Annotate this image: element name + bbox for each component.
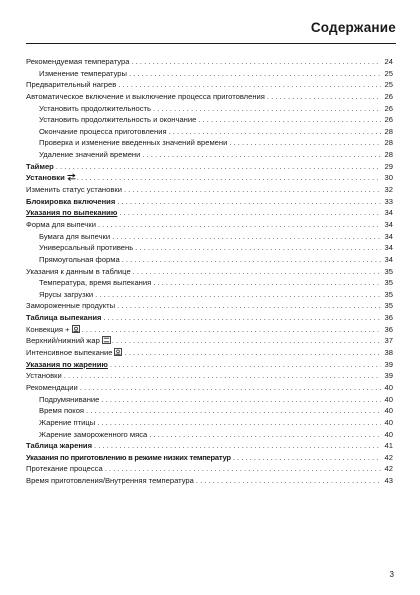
toc-entry-text: Окончание процесса приготовления bbox=[39, 126, 167, 136]
toc-entry-text: Установить продолжительность и окончание bbox=[39, 115, 197, 125]
toc-entry bbox=[26, 242, 393, 254]
toc-entry bbox=[26, 68, 393, 80]
toc-entry bbox=[26, 161, 393, 173]
toc-entry-page: 35 bbox=[384, 278, 393, 288]
toc-entry-page: 32 bbox=[384, 185, 393, 195]
toc-entry-label bbox=[26, 172, 75, 184]
toc-leader-dots bbox=[64, 370, 381, 382]
toc-entry-text: Конвекция + bbox=[26, 324, 70, 334]
toc-entry bbox=[26, 207, 393, 219]
toc-entry bbox=[26, 289, 393, 301]
toc-entry-label bbox=[39, 149, 140, 161]
toc-entry-label bbox=[26, 359, 108, 371]
toc-entry bbox=[26, 463, 393, 475]
toc-entry-label bbox=[39, 429, 147, 441]
toc-leader-dots bbox=[131, 56, 381, 68]
toc-entry-text: Форма для выпечки bbox=[26, 219, 96, 229]
toc-entry-label bbox=[26, 324, 80, 336]
toc-entry-label bbox=[26, 452, 231, 464]
toc-entry-label bbox=[26, 184, 122, 196]
toc-entry-label bbox=[26, 266, 131, 278]
toc-entry-page: 43 bbox=[384, 476, 393, 486]
toc-entry bbox=[26, 114, 393, 126]
toc-entry-text: Жарение птицы bbox=[39, 417, 96, 427]
toc-entry bbox=[26, 277, 393, 289]
toc-entry bbox=[26, 300, 393, 312]
toc-leader-dots bbox=[119, 207, 381, 219]
toc-leader-dots bbox=[267, 91, 381, 103]
header-divider bbox=[26, 43, 396, 44]
toc-entry-text: Проверка и изменение введенных значений времени bbox=[39, 138, 228, 148]
toc-leader-dots bbox=[94, 440, 381, 452]
toc-entry-label bbox=[39, 103, 151, 115]
toc-entry-label bbox=[39, 231, 110, 243]
toc-entry-label bbox=[39, 68, 127, 80]
toc-leader-dots bbox=[118, 79, 381, 91]
toc-entry-text: Установки bbox=[26, 371, 62, 381]
toc-entry-label bbox=[26, 219, 96, 231]
toc-entry-label bbox=[39, 137, 227, 149]
toc-entry-text: Прямоугольная форма bbox=[39, 254, 120, 264]
toc-leader-dots bbox=[77, 172, 381, 184]
toc-leader-dots bbox=[153, 103, 381, 115]
toc-entry-text: Таймер bbox=[26, 161, 54, 171]
toc-entry bbox=[26, 231, 393, 243]
toc-entry-page: 34 bbox=[384, 208, 393, 218]
toc-entry bbox=[26, 254, 393, 266]
toc-entry-page: 26 bbox=[384, 103, 393, 113]
toc-entry bbox=[26, 312, 393, 324]
toc-entry-label bbox=[39, 405, 84, 417]
toc-entry-label bbox=[39, 126, 167, 138]
toc-entry-text: Рекомендуемая температура bbox=[26, 57, 130, 66]
toc-leader-dots bbox=[117, 196, 381, 208]
toc-entry-label bbox=[26, 196, 115, 208]
toc-entry-text: Протекание процесса bbox=[26, 464, 103, 474]
toc-leader-dots bbox=[124, 347, 381, 359]
toc-entry-page: 34 bbox=[384, 243, 393, 253]
toc-entry-page: 40 bbox=[384, 406, 393, 416]
table-of-contents bbox=[26, 56, 393, 487]
toc-entry-page: 28 bbox=[384, 138, 393, 148]
toc-leader-dots bbox=[110, 359, 381, 371]
toc-leader-dots bbox=[80, 382, 381, 394]
toc-entry bbox=[26, 359, 393, 371]
toc-entry-label bbox=[39, 289, 93, 301]
toc-entry-label bbox=[26, 370, 62, 382]
toc-entry-text: Удаление значений времени bbox=[39, 150, 141, 160]
toc-entry bbox=[26, 335, 393, 347]
toc-leader-dots bbox=[112, 231, 381, 243]
toc-entry bbox=[26, 452, 393, 464]
toc-entry-page: 39 bbox=[384, 359, 393, 369]
toc-leader-dots bbox=[86, 405, 381, 417]
toc-entry-text: Интенсивное выпекание bbox=[26, 348, 113, 358]
toc-entry-page: 28 bbox=[384, 126, 393, 136]
toc-entry-text: Верхний/нижний жар bbox=[26, 336, 100, 346]
toc-leader-dots bbox=[112, 335, 381, 347]
toc-entry-label bbox=[39, 277, 151, 289]
toc-entry-text: Температура, время выпекания bbox=[39, 278, 152, 288]
toc-entry-page: 26 bbox=[384, 91, 393, 101]
toc-entry-page: 33 bbox=[384, 196, 393, 206]
page-header-title: Содержание bbox=[310, 20, 396, 35]
toc-entry-text: Указания по приготовлению в режиме низких температур bbox=[26, 452, 231, 462]
toc-leader-dots bbox=[229, 137, 381, 149]
toc-entry-label bbox=[26, 207, 117, 219]
toc-leader-dots bbox=[97, 417, 381, 429]
toc-entry-text: Изменение температуры bbox=[39, 68, 127, 78]
toc-entry-page: 34 bbox=[384, 219, 393, 229]
toc-entry-page: 25 bbox=[384, 68, 393, 78]
toc-entry bbox=[26, 126, 393, 138]
toc-entry-page: 30 bbox=[384, 173, 393, 183]
toc-entry-text: Установки bbox=[26, 173, 65, 183]
toc-entry-page: 24 bbox=[384, 57, 393, 66]
toc-entry-text: Таблица выпекания bbox=[26, 313, 102, 323]
toc-entry-label bbox=[26, 440, 92, 452]
toc-entry bbox=[26, 429, 393, 441]
toc-leader-dots bbox=[103, 312, 381, 324]
toc-entry-page: 25 bbox=[384, 80, 393, 90]
toc-entry-text: Замороженные продукты bbox=[26, 301, 116, 311]
toc-entry-label bbox=[39, 394, 99, 406]
toc-leader-dots bbox=[198, 114, 381, 126]
toc-entry bbox=[26, 219, 393, 231]
toc-entry-label bbox=[26, 161, 54, 173]
toc-entry bbox=[26, 405, 393, 417]
toc-entry bbox=[26, 196, 393, 208]
toc-entry-page: 42 bbox=[384, 452, 393, 462]
toc-entry-label bbox=[26, 79, 116, 91]
toc-entry bbox=[26, 103, 393, 115]
toc-entry bbox=[26, 149, 393, 161]
toc-entry-page: 34 bbox=[384, 254, 393, 264]
toc-entry-text: Блокировка включения bbox=[26, 196, 116, 206]
toc-entry-page: 40 bbox=[384, 429, 393, 439]
toc-entry-text: Жарение замороженного мяса bbox=[39, 429, 148, 439]
toc-leader-dots bbox=[169, 126, 381, 138]
toc-entry-text: Универсальный противень bbox=[39, 243, 134, 253]
toc-entry-label bbox=[26, 312, 101, 324]
toc-entry-page: 37 bbox=[384, 336, 393, 346]
toc-entry-label bbox=[26, 56, 129, 68]
toc-entry bbox=[26, 324, 393, 336]
toc-entry-text: Таблица жарения bbox=[26, 441, 93, 451]
toc-entry-label bbox=[39, 417, 95, 429]
toc-entry-text: Указания по жарению bbox=[26, 359, 108, 369]
toc-entry bbox=[26, 417, 393, 429]
toc-entry-page: 26 bbox=[384, 115, 393, 125]
toc-leader-dots bbox=[105, 463, 381, 475]
toc-leader-dots bbox=[95, 289, 381, 301]
toc-entry-page: 41 bbox=[384, 441, 393, 451]
toc-entry-text: Изменить статус установки bbox=[26, 185, 122, 195]
toc-leader-dots bbox=[149, 429, 381, 441]
toc-entry-text: Указания к данным в таблице bbox=[26, 266, 131, 276]
toc-entry-text: Предварительный нагрев bbox=[26, 80, 117, 90]
intensive-bake-icon bbox=[114, 348, 122, 356]
toc-leader-dots bbox=[153, 277, 381, 289]
toc-entry-label bbox=[26, 91, 265, 103]
top-bottom-heat-icon bbox=[102, 336, 110, 344]
toc-leader-dots bbox=[135, 242, 381, 254]
toc-entry-page: 35 bbox=[384, 289, 393, 299]
toc-entry-page: 36 bbox=[384, 324, 393, 334]
toc-entry bbox=[26, 475, 393, 487]
convection-icon bbox=[72, 325, 80, 333]
toc-leader-dots bbox=[196, 475, 381, 487]
toc-entry-label bbox=[39, 114, 196, 126]
toc-entry-page: 34 bbox=[384, 231, 393, 241]
toc-leader-dots bbox=[117, 300, 381, 312]
toc-entry-label bbox=[26, 475, 194, 487]
toc-entry-page: 39 bbox=[384, 371, 393, 381]
toc-entry bbox=[26, 347, 393, 359]
toc-leader-dots bbox=[122, 254, 381, 266]
toc-entry-label bbox=[26, 335, 110, 347]
page-number: 3 bbox=[389, 570, 394, 579]
toc-entry-text: Указания по выпеканию bbox=[26, 208, 118, 218]
toc-entry-label bbox=[26, 463, 103, 475]
toc-entry bbox=[26, 79, 393, 91]
toc-leader-dots bbox=[129, 68, 381, 80]
toc-leader-dots bbox=[98, 219, 381, 231]
toc-entry-text: Рекомендации bbox=[26, 382, 78, 392]
toc-entry-text: Бумага для выпечки bbox=[39, 231, 111, 241]
toc-entry-label bbox=[26, 347, 122, 359]
toc-entry bbox=[26, 382, 393, 394]
toc-leader-dots bbox=[124, 184, 381, 196]
toc-entry-page: 36 bbox=[384, 313, 393, 323]
toc-entry-page: 40 bbox=[384, 417, 393, 427]
toc-leader-dots bbox=[133, 266, 381, 278]
toc-entry-page: 40 bbox=[384, 382, 393, 392]
toc-entry-page: 42 bbox=[384, 464, 393, 474]
toc-entry-label bbox=[26, 382, 78, 394]
settings-arrows-icon bbox=[67, 173, 75, 181]
toc-entry-page: 35 bbox=[384, 266, 393, 276]
toc-entry bbox=[26, 394, 393, 406]
toc-entry-text: Время покоя bbox=[39, 406, 85, 416]
toc-entry-text: Автоматическое включение и выключение процесса приготовления bbox=[26, 91, 265, 101]
toc-entry-text: Ярусы загрузки bbox=[39, 289, 94, 299]
toc-leader-dots bbox=[56, 161, 381, 173]
toc-entry bbox=[26, 184, 393, 196]
toc-entry-text: Подрумянивание bbox=[39, 394, 100, 404]
toc-entry bbox=[26, 370, 393, 382]
toc-entry-label bbox=[26, 300, 115, 312]
toc-entry-page: 29 bbox=[384, 161, 393, 171]
toc-entry-text: Время приготовления/Внутренняя температура bbox=[26, 476, 194, 486]
toc-entry-label bbox=[39, 254, 120, 266]
toc-leader-dots bbox=[142, 149, 381, 161]
toc-entry bbox=[26, 440, 393, 452]
toc-entry bbox=[26, 172, 393, 184]
toc-entry bbox=[26, 266, 393, 278]
toc-entry-page: 38 bbox=[384, 348, 393, 358]
toc-entry-page: 40 bbox=[384, 394, 393, 404]
toc-entry-label bbox=[39, 242, 133, 254]
toc-leader-dots bbox=[101, 394, 381, 406]
toc-entry bbox=[26, 56, 393, 68]
toc-entry-text: Установить продолжительность bbox=[39, 103, 151, 113]
toc-entry-page: 35 bbox=[384, 301, 393, 311]
toc-entry bbox=[26, 91, 393, 103]
toc-leader-dots bbox=[82, 324, 381, 336]
toc-leader-dots bbox=[233, 452, 381, 464]
toc-entry bbox=[26, 137, 393, 149]
toc-entry-page: 28 bbox=[384, 150, 393, 160]
